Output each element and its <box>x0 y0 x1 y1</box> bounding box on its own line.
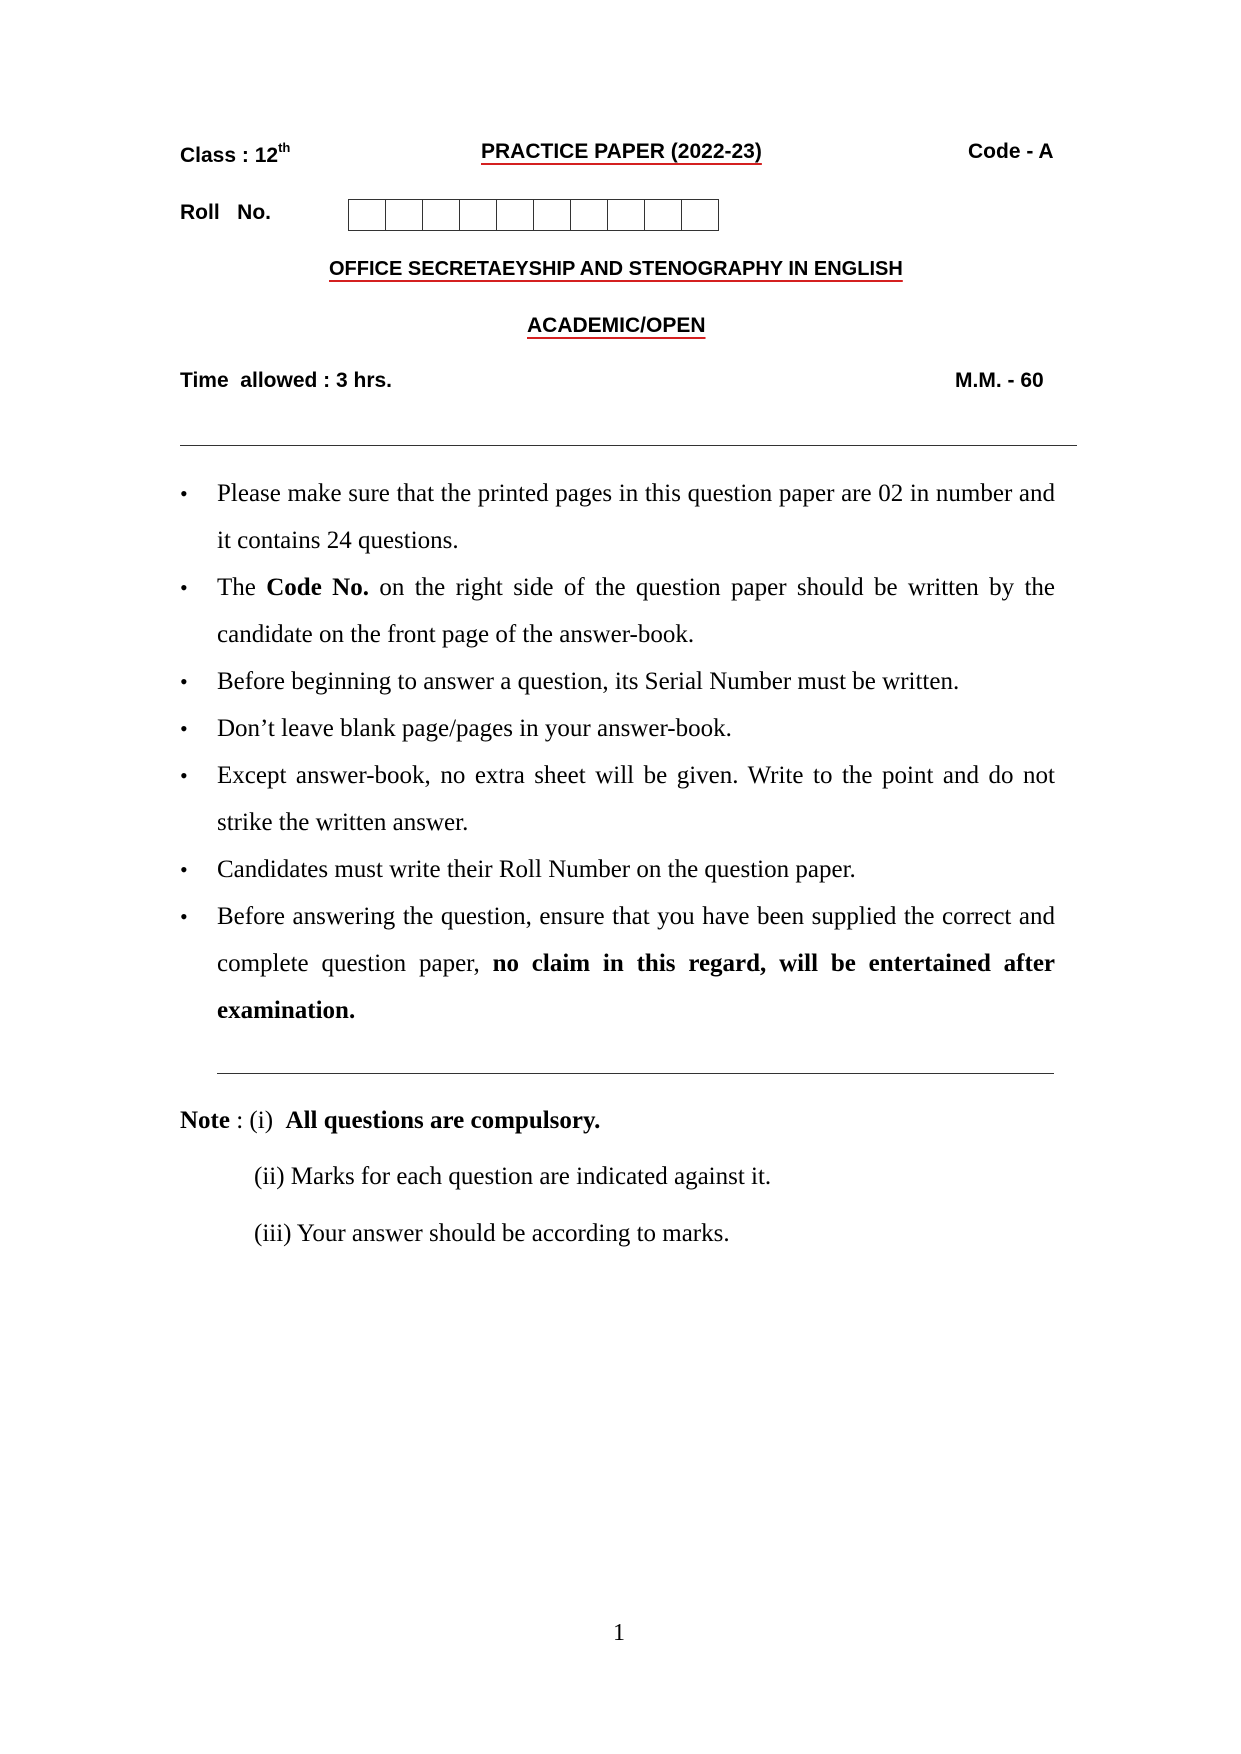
instruction-item: • Please make sure that the printed pages in this question paper are 02 in number and it contains 24 questions. <box>180 470 1055 564</box>
roll-digit-box[interactable] <box>460 200 497 230</box>
code-label: Code - A <box>968 140 1054 163</box>
note-separator: : (i) <box>229 1107 286 1134</box>
subject-title: OFFICE SECRETAEYSHIP AND STENOGRAPHY IN ENGLISH <box>329 258 903 280</box>
instruction-item: • Candidates must write their Roll Number on the question paper. <box>180 846 1055 893</box>
instruction-item: • Before beginning to answer a question, its Serial Number must be written. <box>180 658 1055 705</box>
roll-digit-box[interactable] <box>571 200 608 230</box>
roll-digit-box[interactable] <box>423 200 460 230</box>
roll-digit-box[interactable] <box>534 200 571 230</box>
roll-digit-box[interactable] <box>497 200 534 230</box>
note-label: Note <box>180 1107 230 1134</box>
roll-digit-box[interactable] <box>645 200 682 230</box>
class-superscript: th <box>278 140 291 155</box>
mode-title: ACADEMIC/OPEN <box>527 314 706 337</box>
header-divider <box>180 445 1077 446</box>
note-item-1: All questions are compulsory. <box>285 1107 601 1134</box>
code-no-emphasis: Code No. <box>266 574 369 601</box>
no-claim-emphasis: no claim in this regard, will be entertained after examination. <box>217 950 1056 1024</box>
roll-digit-box[interactable] <box>386 200 423 230</box>
page-number: 1 <box>613 1620 625 1646</box>
roll-digit-box[interactable] <box>608 200 645 230</box>
roll-number-label: Roll No. <box>180 201 271 224</box>
instructions-divider <box>217 1073 1054 1074</box>
roll-digit-box[interactable] <box>349 200 386 230</box>
max-marks: M.M. - 60 <box>955 369 1044 392</box>
instruction-item: • Don’t leave blank page/pages in your answer-book. <box>180 705 1055 752</box>
class-label-text: Class : 12 <box>180 144 279 167</box>
instructions-list <box>180 470 1055 1034</box>
note-item-3: (iii) Your answer should be according to marks. <box>254 1220 730 1247</box>
class-label <box>180 140 290 168</box>
instruction-item: • The Code No. on the right side of the question paper should be written by the candidate on the front page of the answer-book. <box>180 564 1055 658</box>
paper-title: PRACTICE PAPER (2022-23) <box>481 140 762 163</box>
instruction-item: • Except answer-book, no extra sheet will be given. Write to the point and do not strike the written answer. <box>180 752 1055 846</box>
note-item-2: (ii) Marks for each question are indicated against it. <box>254 1163 772 1190</box>
note-line-1 <box>180 1093 600 1149</box>
instruction-item: • Before answering the question, ensure that you have been supplied the correct and complete question paper, no claim in this regard, will be entertained after examination. <box>180 893 1055 1034</box>
time-allowed: Time allowed : 3 hrs. <box>180 369 393 392</box>
roll-digit-box[interactable] <box>682 200 718 230</box>
roll-number-boxes[interactable] <box>348 199 719 231</box>
